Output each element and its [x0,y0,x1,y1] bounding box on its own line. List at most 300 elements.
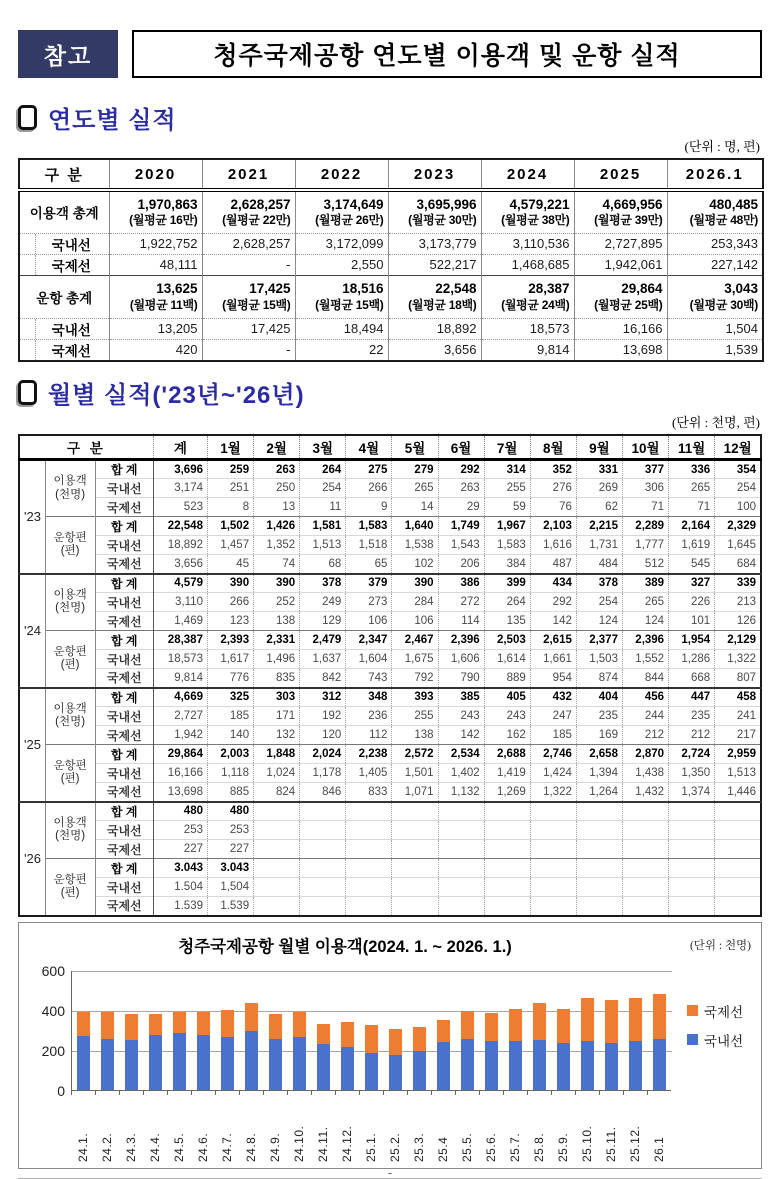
monthly-column-header: 11월 [669,435,715,460]
monthly-cell: 379 [346,574,392,593]
year-label: '26 [19,802,45,916]
yearly-cell: 2,550 [295,254,388,275]
yearly-total-value: 1,970,863 [137,196,198,212]
group-label-line: 운항편 [53,873,87,886]
monthly-cell [392,897,438,916]
yearly-monthly-average: (월평균 15백) [315,297,384,312]
monthly-row-label: 합 계 [95,574,153,593]
monthly-total-cell: 480 [153,802,207,821]
monthly-row [19,574,761,593]
yearly-total-value: 2,628,257 [230,196,291,212]
monthly-cell: 265 [622,593,668,612]
yearly-cell: 18,494 [295,318,388,339]
monthly-cell: 132 [254,726,300,745]
monthly-row-label: 국제선 [95,726,153,745]
monthly-cell: 1,538 [392,536,438,555]
monthly-cell: 1,661 [530,650,576,669]
monthly-cell: 2,615 [530,631,576,650]
monthly-cell: 185 [530,726,576,745]
monthly-cell: 251 [207,479,253,498]
monthly-cell [484,840,530,859]
legend-item [687,1030,743,1050]
yearly-cell [109,190,202,233]
legend-label: 국제선 [704,1004,744,1020]
y-axis-tick-label: 0 [57,1082,65,1099]
monthly-cell [576,802,622,821]
monthly-row-label: 합 계 [95,802,153,821]
monthly-total-cell: 3,696 [153,460,207,479]
group-label-line: (천명) [55,716,86,729]
monthly-cell [346,802,392,821]
monthly-row-label: 국제선 [95,783,153,802]
domestic-bar-segment [293,1037,306,1090]
monthly-cell [622,802,668,821]
monthly-cell: 1,543 [438,536,484,555]
x-axis-label [239,1098,263,1162]
page-number-cutoff: - [387,1165,393,1174]
x-axis-label-text: 25.7. [508,1132,522,1162]
international-bar-segment [629,998,642,1041]
x-axis-label-text: 24.9. [268,1132,282,1162]
monthly-cell: 1,264 [576,783,622,802]
monthly-section-title: 월별 실적('23년~'26년) [48,382,305,409]
monthly-cell: 1,394 [576,764,622,783]
bar-column [96,970,120,1090]
monthly-cell: 378 [300,574,346,593]
monthly-cell: 100 [715,498,761,517]
monthly-cell: 306 [622,479,668,498]
reference-badge: 참고 [18,30,118,78]
yearly-cell [481,275,574,318]
monthly-cell [622,821,668,840]
legend-swatch-icon [687,1034,698,1045]
yearly-monthly-average: (월평균 24백) [501,297,570,312]
monthly-cell: 123 [207,612,253,631]
monthly-cell: 844 [622,669,668,688]
yearly-cell: 1,504 [667,318,763,339]
monthly-row-label: 국제선 [95,669,153,688]
yearly-cell: 22 [295,339,388,361]
monthly-cell: 2,534 [438,745,484,764]
x-axis-label [455,1098,479,1162]
monthly-total-cell: 1.504 [153,878,207,897]
international-bar-segment [653,994,666,1039]
yearly-cell: 17,425 [202,318,295,339]
yearly-cell: 18,573 [481,318,574,339]
monthly-cell: 874 [576,669,622,688]
monthly-cell: 213 [715,593,761,612]
bar-column [216,970,240,1090]
group-label [45,802,95,859]
monthly-cell: 292 [530,593,576,612]
monthly-cell: 1,749 [438,517,484,536]
monthly-unit-label: (단위 : 천명, 편) [671,414,760,430]
yearly-cell [667,275,763,318]
monthly-cell [254,821,300,840]
yearly-cell: 3,172,099 [295,233,388,254]
monthly-cell [392,840,438,859]
domestic-bar-segment [221,1037,234,1090]
monthly-cell: 253 [207,821,253,840]
yearly-total-value: 28,387 [528,280,570,296]
monthly-total-cell: 2,727 [153,707,207,726]
legend-item [687,1001,743,1021]
bar-column [240,970,264,1090]
monthly-total-cell: 18,892 [153,536,207,555]
monthly-column-header: 5월 [392,435,438,460]
monthly-cell: 1,604 [346,650,392,669]
international-bar-segment [533,1003,546,1040]
chart-plot-wrap [71,971,671,1162]
chart-section [18,922,762,1169]
monthly-total-cell: 3,656 [153,555,207,574]
chart-plot-area [71,971,671,1091]
yearly-cell: 420 [109,339,202,361]
x-axis-label-text: 25.10. [580,1125,594,1162]
monthly-cell: 325 [207,688,253,707]
monthly-cell: 2,377 [576,631,622,650]
monthly-cell: 1,954 [669,631,715,650]
monthly-column-header: 6월 [438,435,484,460]
yearly-section-heading [18,100,762,134]
monthly-cell: 389 [622,574,668,593]
monthly-cell: 255 [392,707,438,726]
monthly-total-cell: 4,669 [153,688,207,707]
yearly-total-value: 18,516 [342,280,384,296]
monthly-cell [438,840,484,859]
monthly-cell [715,802,761,821]
bar-column [192,970,216,1090]
bar-column [120,970,144,1090]
monthly-cell [622,859,668,878]
x-axis-label [215,1098,239,1162]
monthly-cell: 264 [484,593,530,612]
monthly-cell: 11 [300,498,346,517]
monthly-row [19,688,761,707]
group-label [45,745,95,802]
monthly-cell [576,840,622,859]
monthly-row-label: 국제선 [95,897,153,916]
x-axis-label-text: 24.5. [172,1132,186,1162]
yearly-column-header: 2025 [574,159,667,190]
monthly-cell [392,878,438,897]
monthly-table [18,434,762,917]
monthly-cell: 2,959 [715,745,761,764]
yearly-monthly-average: (월평균 22만) [222,213,291,228]
yearly-monthly-average: (월평균 16만) [129,213,198,228]
monthly-row [19,536,761,555]
legend-swatch-icon [687,1005,698,1016]
bar-column [264,970,288,1090]
x-axis-label [95,1098,119,1162]
monthly-row-label: 국제선 [95,555,153,574]
monthly-cell: 1,350 [669,764,715,783]
x-axis-label [71,1098,95,1162]
yearly-row-label: 국내선 [19,233,109,254]
group-label [45,631,95,688]
bar-column [144,970,168,1090]
monthly-cell: 1,402 [438,764,484,783]
monthly-total-cell: 3.043 [153,859,207,878]
x-axis-label-text: 24.12. [340,1125,354,1162]
international-bar-segment [221,1010,234,1037]
monthly-row-label: 국내선 [95,650,153,669]
monthly-row [19,783,761,802]
bar-column [312,970,336,1090]
monthly-cell: 2,503 [484,631,530,650]
yearly-row-label: 운항 총계 [19,275,109,318]
domestic-bar-segment [581,1041,594,1090]
monthly-cell: 124 [622,612,668,631]
monthly-cell [484,802,530,821]
monthly-cell: 1,513 [715,764,761,783]
domestic-bar-segment [485,1041,498,1090]
monthly-cell: 1,518 [346,536,392,555]
chart-y-axis [29,962,71,1099]
monthly-cell: 434 [530,574,576,593]
monthly-cell [254,840,300,859]
yearly-monthly-average: (월평균 30백) [689,297,758,312]
international-bar-segment [245,1003,258,1031]
monthly-cell: 1,504 [207,878,253,897]
monthly-cell: 842 [300,669,346,688]
monthly-cell: 327 [669,574,715,593]
monthly-cell: 545 [669,555,715,574]
bar-column [336,970,360,1090]
domestic-bar-segment [653,1039,666,1090]
x-axis-label-text: 24.3. [124,1132,138,1162]
y-axis-tick-label: 200 [41,1042,65,1059]
monthly-cell: 212 [622,726,668,745]
monthly-table-container [18,434,762,917]
international-bar-segment [557,1009,570,1043]
monthly-column-header: 4월 [346,435,392,460]
yearly-row-label: 국제선 [19,339,109,361]
monthly-cell: 2,870 [622,745,668,764]
domestic-bar-segment [437,1042,450,1089]
monthly-column-header: 3월 [300,435,346,460]
monthly-cell [715,859,761,878]
monthly-cell: 1,675 [392,650,438,669]
yearly-cell [667,190,763,233]
monthly-cell: 1,777 [622,536,668,555]
monthly-cell [300,897,346,916]
monthly-cell: 456 [622,688,668,707]
group-label-line: (천명) [55,602,86,615]
domestic-bar-segment [197,1035,210,1089]
monthly-cell: 112 [346,726,392,745]
monthly-cell: 138 [254,612,300,631]
x-axis-label-text: 25.12. [628,1125,642,1162]
monthly-cell: 824 [254,783,300,802]
monthly-cell: 227 [207,840,253,859]
monthly-cell: 1.539 [207,897,253,916]
x-axis-label [527,1098,551,1162]
chart-title-row [29,931,751,957]
yearly-row-label: 국제선 [19,254,109,275]
yearly-total-value: 22,548 [435,280,477,296]
monthly-cell: 259 [207,460,253,479]
monthly-cell: 29 [438,498,484,517]
monthly-cell [438,897,484,916]
monthly-row-label: 국내선 [95,479,153,498]
monthly-cell: 263 [438,479,484,498]
x-axis-label [335,1098,359,1162]
international-bar-segment [485,1013,498,1041]
monthly-row-label: 합 계 [95,460,153,479]
monthly-row-label: 국제선 [95,840,153,859]
monthly-total-cell: 253 [153,821,207,840]
year-label: '24 [19,574,45,688]
monthly-cell: 1,426 [254,517,300,536]
group-label-line: (편) [60,772,80,785]
monthly-cell: 265 [669,479,715,498]
monthly-total-cell: 3,110 [153,593,207,612]
yearly-cell: 13,205 [109,318,202,339]
x-axis-tick-marks [71,1091,671,1095]
monthly-total-cell: 4,579 [153,574,207,593]
monthly-column-header: 8월 [530,435,576,460]
monthly-cell: 792 [392,669,438,688]
monthly-cell [530,821,576,840]
monthly-cell: 2,238 [346,745,392,764]
monthly-cell: 162 [484,726,530,745]
monthly-cell: 2,746 [530,745,576,764]
monthly-cell [622,878,668,897]
monthly-cell: 1,424 [530,764,576,783]
group-label [45,859,95,916]
monthly-cell: 1,619 [669,536,715,555]
yearly-column-header: 구 분 [19,159,109,190]
monthly-row-label: 국내선 [95,593,153,612]
monthly-cell: 390 [254,574,300,593]
x-axis-label-text: 25.2. [388,1132,402,1162]
monthly-cell: 2,396 [622,631,668,650]
yearly-cell [481,190,574,233]
monthly-cell: 275 [346,460,392,479]
monthly-cell: 226 [669,593,715,612]
domestic-bar-segment [101,1039,114,1089]
bar-column [624,970,648,1090]
x-axis-label-text: 25.4 [436,1136,450,1162]
group-label-line: (편) [60,544,80,557]
domestic-bar-segment [629,1041,642,1089]
yearly-cell: 3,656 [388,339,481,361]
monthly-cell: 106 [346,612,392,631]
yearly-total-value: 17,425 [249,280,291,296]
monthly-cell: 2,003 [207,745,253,764]
x-axis-label [167,1098,191,1162]
legend-label: 국내선 [704,1033,744,1049]
x-axis-label [479,1098,503,1162]
yearly-monthly-average: (월평균 25백) [594,297,663,312]
monthly-row-label: 국내선 [95,878,153,897]
monthly-cell: 192 [300,707,346,726]
monthly-cell [300,840,346,859]
international-bar-segment [341,1022,354,1047]
monthly-cell: 1,432 [622,783,668,802]
yearly-cell: 253,343 [667,233,763,254]
yearly-cell: 48,111 [109,254,202,275]
international-bar-segment [77,1012,90,1037]
monthly-row-label: 합 계 [95,631,153,650]
domestic-bar-segment [341,1047,354,1090]
group-label-line: 운항편 [53,645,87,658]
monthly-cell [530,878,576,897]
x-axis-label [431,1098,455,1162]
monthly-row-label: 국내선 [95,821,153,840]
monthly-row [19,859,761,878]
yearly-monthly-average: (월평균 38만) [501,213,570,228]
yearly-cell: 9,814 [481,339,574,361]
monthly-row [19,650,761,669]
monthly-cell: 265 [392,479,438,498]
monthly-cell: 390 [392,574,438,593]
monthly-cell: 1,374 [669,783,715,802]
monthly-row [19,821,761,840]
monthly-cell: 269 [576,479,622,498]
monthly-cell: 405 [484,688,530,707]
monthly-cell: 236 [346,707,392,726]
monthly-row [19,745,761,764]
monthly-total-cell: 29,864 [153,745,207,764]
monthly-cell: 2,393 [207,631,253,650]
monthly-cell: 1,637 [300,650,346,669]
monthly-cell [530,840,576,859]
monthly-cell: 185 [207,707,253,726]
monthly-cell: 1,496 [254,650,300,669]
monthly-cell: 776 [207,669,253,688]
square-bullet-icon [18,380,37,405]
group-label [45,574,95,631]
yearly-cell: 3,173,779 [388,233,481,254]
monthly-cell [715,878,761,897]
monthly-cell: 1,502 [207,517,253,536]
monthly-total-cell: 1.539 [153,897,207,916]
group-label-line: 이용객 [53,475,87,488]
monthly-cell: 1,614 [484,650,530,669]
monthly-cell [669,802,715,821]
monthly-row-label: 합 계 [95,688,153,707]
yearly-cell [388,190,481,233]
monthly-total-cell: 22,548 [153,517,207,536]
international-bar-segment [197,1012,210,1035]
monthly-cell: 1,583 [346,517,392,536]
x-axis-label [407,1098,431,1162]
yearly-cell: 1,922,752 [109,233,202,254]
monthly-cell: 254 [715,479,761,498]
monthly-row-label: 국제선 [95,498,153,517]
monthly-cell: 8 [207,498,253,517]
monthly-cell: 250 [254,479,300,498]
monthly-row [19,669,761,688]
monthly-cell: 101 [669,612,715,631]
year-label: '23 [19,460,45,574]
yearly-total-value: 3,695,996 [416,196,477,212]
monthly-cell [346,859,392,878]
monthly-column-header: 10월 [622,435,668,460]
monthly-cell: 249 [300,593,346,612]
monthly-cell: 264 [300,460,346,479]
bar-column [576,970,600,1090]
international-bar-segment [317,1024,330,1044]
monthly-cell [254,859,300,878]
monthly-cell: 1,503 [576,650,622,669]
monthly-cell: 339 [715,574,761,593]
x-axis-label-text: 24.2. [100,1132,114,1162]
yearly-monthly-average: (월평균 39만) [594,213,663,228]
bar-column [72,970,96,1090]
